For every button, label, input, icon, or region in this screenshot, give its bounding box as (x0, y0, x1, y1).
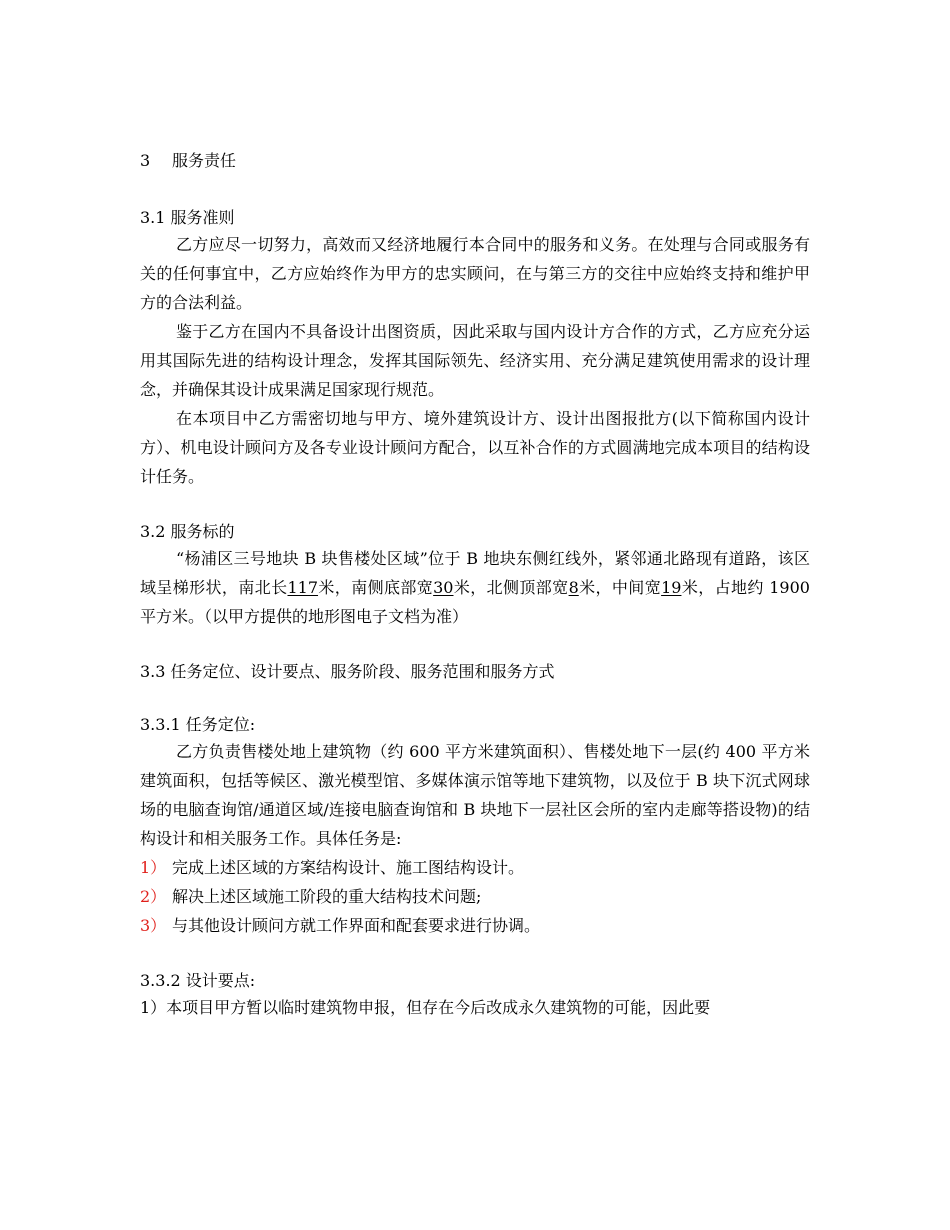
list-item-number: 2） (140, 887, 167, 906)
list-item-text: 解决上述区域施工阶段的重大结构技术问题; (172, 887, 482, 906)
south-width: 30 (433, 578, 454, 597)
section-3-3-1-heading: 3.3.1 任务定位: (140, 715, 256, 734)
section-3-2-heading: 3.2 服务标的 (140, 522, 235, 541)
list-item (140, 911, 810, 940)
list-item-number: 1） (140, 858, 167, 877)
list-item-text: 与其他设计顾问方就工作界面和配套要求进行协调。 (172, 916, 541, 935)
text-segment: 米，中间宽 (578, 578, 662, 597)
section-title: 服务责任 (172, 151, 237, 170)
section-3-3-1-paragraph: 乙方负责售楼处地上建筑物（约 600 平方米建筑面积）、售楼处地下一层(约 400 平方米建筑面积，包括等候区、激光模型馆、多媒体演示馆等地下建筑物，以及位于 B 块下沉式网球场的电脑查询馆/通道区域/连接电脑查询馆和 B 块地下一层社区会所的室内走廊等搭设物)的结构设计和相关服务工作。具体任务是: (140, 742, 810, 848)
middle-width: 19 (661, 578, 682, 597)
section-3-heading (140, 146, 810, 176)
list-item (140, 853, 810, 882)
section-3-1-paragraph-1: 乙方应尽一切努力，高效而又经济地履行本合同中的服务和义务。在处理与合同或服务有关的任何事宜中，乙方应始终作为甲方的忠实顾问，在与第三方的交往中应始终支持和维护甲方的合法利益。 (140, 235, 810, 312)
text-segment: 米，北侧顶部宽 (453, 578, 569, 597)
section-3-3-heading: 3.3 任务定位、设计要点、服务阶段、服务范围和服务方式 (140, 662, 555, 681)
section-3-1-paragraph-2: 鉴于乙方在国内不具备设计出图资质，因此采取与国内设计方合作的方式，乙方应充分运用其国际先进的结构设计理念，发挥其国际领先、经济实用、充分满足建筑使用需求的设计理念，并确保其设计成果满足国家现行规范。 (140, 322, 810, 399)
section-3-3-2-heading: 3.3.2 设计要点: (140, 971, 256, 990)
section-3-1-paragraph-3: 在本项目中乙方需密切地与甲方、境外建筑设计方、设计出图报批方(以下简称国内设计方）、机电设计顾问方及各专业设计顾问方配合，以互补合作的方式圆满地完成本项目的结构设计任务。 (140, 409, 810, 486)
section-3-1-heading: 3.1 服务准则 (140, 208, 235, 227)
section-number: 3 (140, 151, 151, 170)
section-3-3-2-paragraph: 1）本项目甲方暂以临时建筑物申报，但存在今后改成永久建筑物的可能，因此要 (140, 998, 711, 1017)
list-item (140, 882, 810, 911)
text-segment: 米，占地约 1900 平方米。（以甲方提供的地形图电子文档为准） (140, 578, 810, 626)
document-page (140, 146, 810, 1022)
list-item-text: 完成上述区域的方案结构设计、施工图结构设计。 (172, 858, 525, 877)
north-width: 8 (568, 578, 579, 597)
south-north-length: 117 (287, 578, 319, 597)
text-segment: “杨浦区三号地块 B 块售楼处区域”位于 B 地块东侧红线外，紧邻通北路现有道路，该区域呈梯形状，南北长 (140, 549, 810, 597)
list-item-number: 3） (140, 916, 167, 935)
section-3-2-paragraph (140, 544, 810, 631)
text-segment: 米，南侧底部宽 (318, 578, 434, 597)
